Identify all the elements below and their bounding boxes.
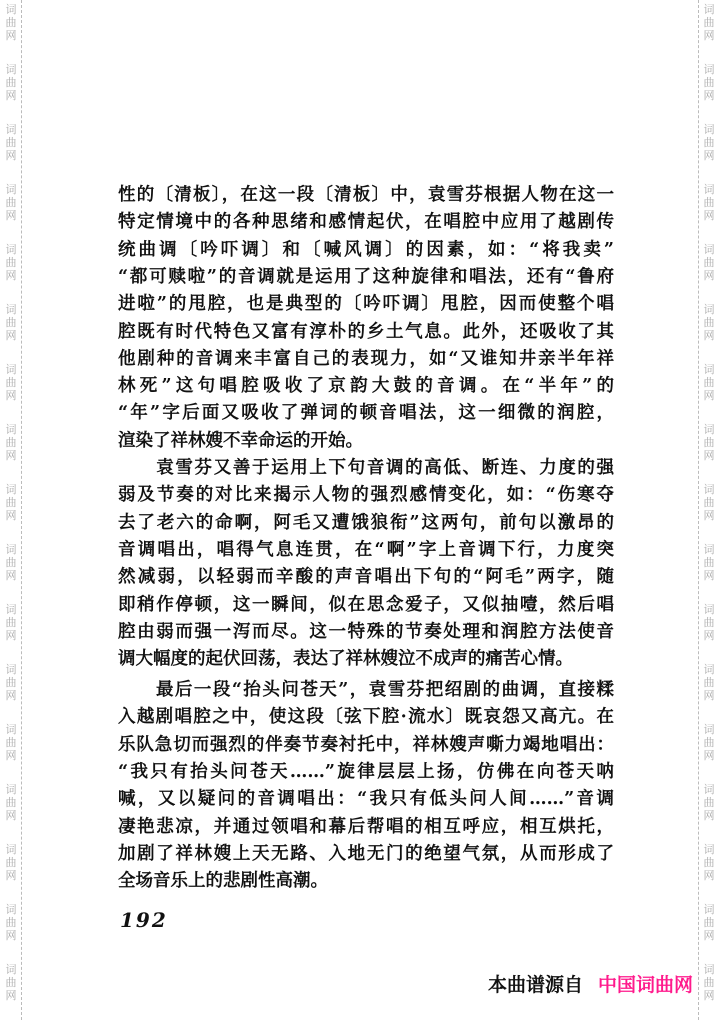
- right-margin-line: [698, 0, 699, 1020]
- watermark-text: 词 曲 网: [5, 423, 17, 462]
- watermark-text: 词 曲 网: [5, 543, 17, 582]
- watermark-text: 词 曲 网: [703, 963, 715, 1002]
- watermark-text: 词 曲 网: [5, 903, 17, 942]
- watermark-text: 词 曲 网: [703, 3, 715, 42]
- text-line: 音调唱出，唱得气息连贯，在“啊”字上音调下行，力度突: [118, 539, 614, 560]
- watermark-text: 词 曲 网: [703, 783, 715, 822]
- watermark-text: 词 曲 网: [703, 303, 715, 342]
- text-line: 林死”这句唱腔吸收了京韵大鼓的音调。在“半年”的: [118, 376, 614, 397]
- watermark-text: 词 曲 网: [5, 663, 17, 702]
- watermark-text: 词 曲 网: [703, 423, 715, 462]
- watermark-text: 词 曲 网: [5, 183, 17, 222]
- watermark-text: 词 曲 网: [703, 483, 715, 522]
- watermark-text: 词 曲 网: [703, 723, 715, 762]
- watermark-text: 词 曲 网: [5, 723, 17, 762]
- text-line: 性的〔清板〕，在这一段〔清板〕中，袁雪芬根据人物在这一: [118, 185, 614, 205]
- watermark-text: 词 曲 网: [5, 3, 17, 42]
- text-line: “年”字后面又吸收了弹词的顿音唱法，这一细微的润腔，: [118, 403, 614, 424]
- left-margin-line: [21, 0, 22, 1020]
- watermark-text: 词 曲 网: [703, 363, 715, 402]
- watermark-text: 词 曲 网: [703, 663, 715, 702]
- watermark-text: 词 曲 网: [5, 63, 17, 102]
- text-line: 渲染了祥林嫂不幸命运的开始。: [118, 430, 363, 451]
- watermark-text: 词 曲 网: [5, 243, 17, 282]
- watermark-text: 词 曲 网: [5, 783, 17, 822]
- watermark-text: 词 曲 网: [703, 843, 715, 882]
- text-line: 袁雪芬又善于运用上下句音调的高低、断连、力度的强: [118, 458, 614, 478]
- text-line: 凄艳悲凉，并通过领唱和幕后帮唱的相互呼应，相互烘托，: [118, 816, 614, 837]
- watermark-text: 词 曲 网: [703, 543, 715, 582]
- text-line: “我只有抬头问苍天……”旋律层层上扬，仿佛在向苍天呐: [118, 761, 614, 782]
- text-line: 入越剧唱腔之中，使这段〔弦下腔·流水〕既哀怨又高亢。在: [118, 707, 614, 728]
- text-line: 去了老六的命啊，阿毛又遭饿狼衔”这两句，前句以激昂的: [118, 512, 614, 533]
- watermark-text: 词 曲 网: [5, 363, 17, 402]
- text-line: 统曲调〔吟吓调〕和〔喊风调〕的因素，如：“将我卖”: [118, 239, 614, 260]
- text-line: 全场音乐上的悲剧性高潮。: [118, 871, 328, 892]
- watermark-text: 词 曲 网: [5, 303, 17, 342]
- text-line: 然减弱，以轻弱而辛酸的声音唱出下句的“阿毛”两字，随: [118, 567, 614, 588]
- text-line: 腔既有时代特色又富有淳朴的乡土气息。此外，还吸收了其: [118, 321, 614, 342]
- watermark-text: 词 曲 网: [5, 603, 17, 642]
- page-number: 192: [120, 908, 168, 932]
- watermark-text: 词 曲 网: [703, 183, 715, 222]
- text-line: “都可赎啦”的音调就是运用了这种旋律和唱法，还有“鲁府: [118, 266, 614, 287]
- text-line: 调大幅度的起伏回荡，表达了祥林嫂泣不成声的痛苦心情。: [118, 649, 573, 670]
- text-line: 乐队急切而强烈的伴奏节奏衬托中，祥林嫂声嘶力竭地唱出：: [118, 734, 614, 755]
- site-name-link[interactable]: 中国词曲网: [598, 974, 694, 996]
- text-line: 弱及节奏的对比来揭示人物的强烈感情变化，如：“伤寒夺: [118, 485, 614, 506]
- watermark-text: 词 曲 网: [5, 843, 17, 882]
- watermark-text: 词 曲 网: [703, 243, 715, 282]
- text-line: 即稍作停顿，这一瞬间，似在思念爱子，又似抽噎，然后唱: [118, 594, 614, 615]
- text-line: 他剧种的音调来丰富自己的表现力，如“又谁知井亲半年祥: [118, 348, 614, 369]
- text-line: 加剧了祥林嫂上天无路、入地无门的绝望气氛，从而形成了: [118, 843, 614, 864]
- text-line: 腔由弱而强一泻而尽。这一特殊的节奏处理和润腔方法使音: [118, 621, 614, 642]
- watermark-text: 词 曲 网: [703, 603, 715, 642]
- watermark-text: 词 曲 网: [5, 123, 17, 162]
- watermark-text: 词 曲 网: [703, 123, 715, 162]
- text-line: 进啦”的甩腔，也是典型的〔吟吓调〕甩腔，因而使整个唱: [118, 294, 614, 315]
- source-label: 本曲谱源自: [488, 974, 584, 996]
- text-line: 特定情境中的各种思绪和感情起伏，在唱腔中应用了越剧传: [118, 212, 614, 233]
- watermark-text: 词 曲 网: [703, 903, 715, 942]
- watermark-text: 词 曲 网: [703, 63, 715, 102]
- text-line: 喊，又以疑问的音调唱出：“我只有低头问人间……”音调: [118, 789, 614, 810]
- watermark-text: 词 曲 网: [5, 483, 17, 522]
- text-line: 最后一段“抬头问苍天”，袁雪芬把绍剧的曲调，直接糅: [118, 680, 614, 700]
- watermark-text: 词 曲 网: [5, 963, 17, 1002]
